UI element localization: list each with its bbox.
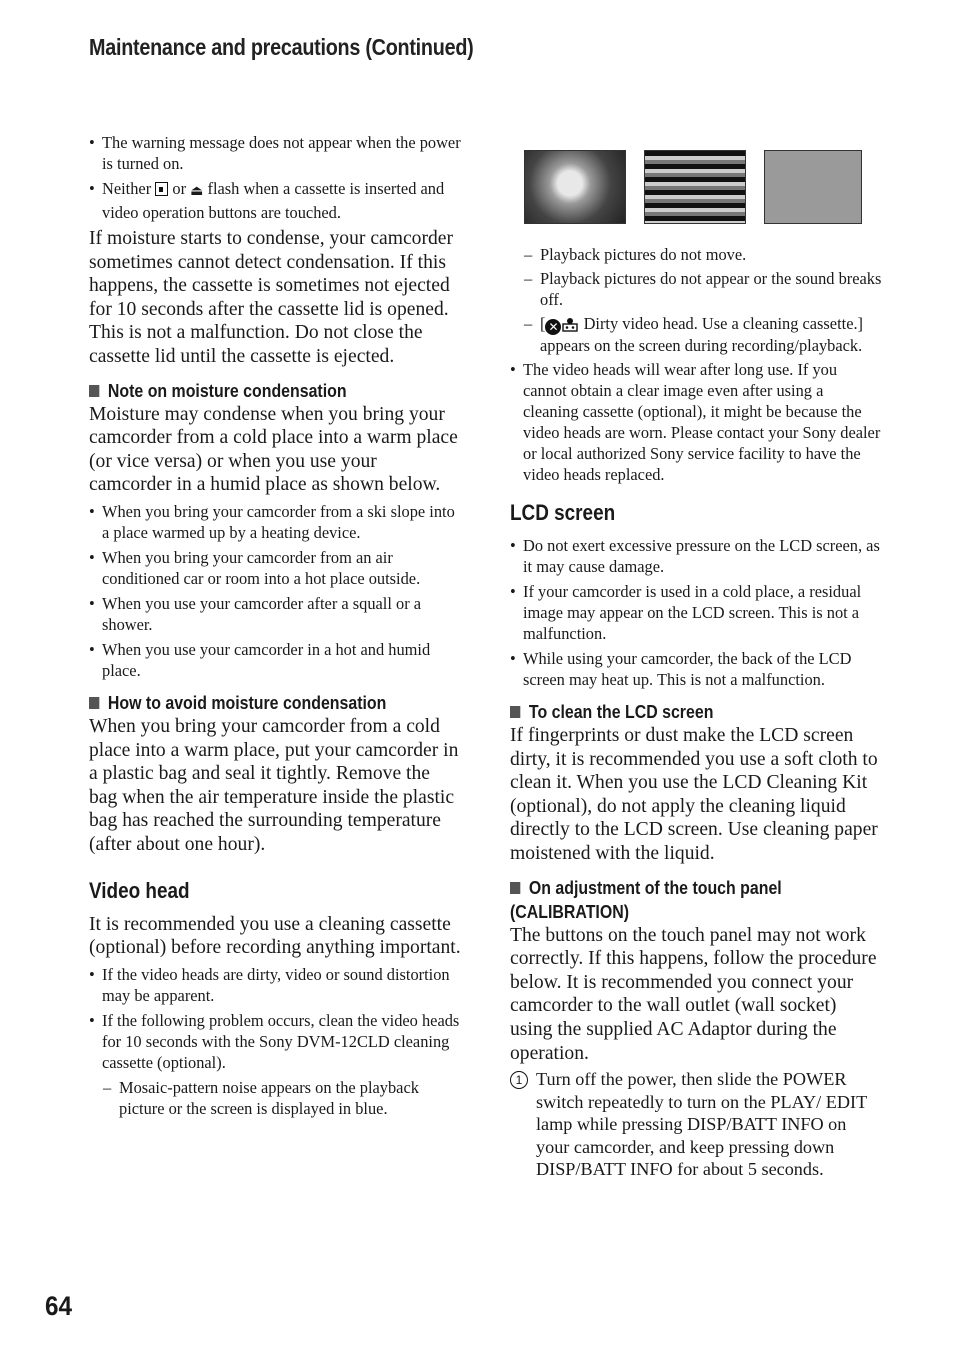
thumbnail-row <box>524 150 882 224</box>
moisture-list <box>89 501 461 681</box>
wear-list <box>510 359 882 485</box>
list-item: • If the following problem occurs, clean the video heads for 10 seconds with the Sony DVM-12CLD cleaning cassette (optional). <box>89 1010 461 1073</box>
step-text: Turn off the power, then slide the POWER switch repeatedly to turn on the PLAY/ EDIT lamp while pressing DISP/BATT INFO on your camcorder, and keep pressing down DISP/BATT INFO for about 5 seconds. <box>536 1069 867 1180</box>
list-item: • While using your camcorder, the back of the LCD screen may heat up. This is not a malfunction. <box>510 648 882 690</box>
square-bullet-icon <box>510 882 520 894</box>
left-column <box>89 132 461 1122</box>
striped-noise-image <box>644 150 746 224</box>
list-item: • The warning message does not appear when the power is turned on. <box>89 132 461 174</box>
page-number: 64 <box>45 1291 73 1321</box>
avoid-paragraph: When you bring your camcorder from a cold place into a warm place, put your camcorder in a plastic bag and seal it tightly. Remove the bag when the air temperature inside the plastic bag has reached the surrounding temperature (after about one hour). <box>89 715 459 855</box>
list-item <box>89 178 461 223</box>
square-bullet-icon <box>510 706 520 718</box>
warning-x-icon: ✕ <box>545 319 561 335</box>
blue-screen-image <box>764 150 862 224</box>
clean-paragraph: If fingerprints or dust make the LCD screen dirty, it is recommended you use a soft cloth to clean it. When you use the LCD Cleaning Kit (optional), do not apply the cleaning liquid directly to the LCD screen. Use cleaning paper moistened with the liquid. <box>510 725 878 864</box>
square-bullet-icon <box>89 385 99 397</box>
list-item-text: Neither <box>102 179 152 198</box>
cassette-warning-icon <box>155 182 168 196</box>
list-item: • If your camcorder is used in a cold place, a residual image may appear on the LCD screen. This is not a malfunction. <box>510 581 882 644</box>
list-item: • When you bring your camcorder from a ski slope into a place warmed up by a heating device. <box>89 501 461 543</box>
list-item: – Playback pictures do not move. <box>510 244 882 265</box>
mosaic-noise-image <box>524 150 626 224</box>
avoid-heading-text: How to avoid moisture condensation <box>107 691 387 713</box>
lcd-list <box>510 535 882 690</box>
eject-icon: ⏏ <box>190 184 204 199</box>
list-item-text: flash when a cassette is inserted and video operation buttons are touched. <box>102 179 445 222</box>
avoid-heading <box>89 691 460 715</box>
clean-heading-text: To clean the LCD screen <box>528 701 714 722</box>
right-column <box>510 150 882 1181</box>
touch-paragraph: The buttons on the touch panel may not work correctly. If this happens, follow the procedure below. It is recommended you connect your camcorder to the wall outlet (wall socket) using the supplied AC Adaptor during the operation. <box>510 924 877 1064</box>
clean-heading <box>510 700 881 724</box>
square-bullet-icon <box>89 697 99 709</box>
video-head-paragraph: It is recommended you use a cleaning cassette (optional) before recording anything important. <box>89 913 461 959</box>
page-header: Maintenance and precautions (Continued) <box>89 34 474 60</box>
warning-list <box>89 132 461 223</box>
list-item-text: [ <box>540 314 546 333</box>
problem-list <box>510 244 882 356</box>
list-item: • When you bring your camcorder from an air conditioned car or room into a hot place outside. <box>89 547 461 589</box>
list-item <box>510 313 882 356</box>
list-item-text: or <box>172 179 187 198</box>
list-item-text: Dirty video head. Use a cleaning cassette.] appears on the screen during recording/playback. <box>540 314 864 355</box>
note-heading-text: Note on moisture condensation <box>107 379 347 401</box>
list-item: • When you use your camcorder in a hot and humid place. <box>89 639 461 681</box>
list-item: • If the video heads are dirty, video or sound distortion may be apparent. <box>89 964 461 1006</box>
touch-heading-line2: (CALIBRATION) <box>510 900 630 922</box>
step-number: 1 <box>510 1071 528 1089</box>
list-item: • When you use your camcorder after a squall or a shower. <box>89 593 461 635</box>
step-item <box>510 1068 882 1181</box>
note-heading <box>89 379 460 403</box>
video-problem-list <box>89 1077 461 1119</box>
touch-heading <box>510 876 881 900</box>
list-item: • The video heads will wear after long use. If you cannot obtain a clear image even after using a cleaning cassette (optional), it might be because the video heads are worn. Please contact your Sony dealer or local authorized Sony service facility to have the video heads replaced. <box>510 359 882 485</box>
video-head-icon <box>561 316 579 332</box>
condense-paragraph: If moisture starts to condense, your camcorder sometimes cannot detect condensation. If this happens, the cassette is sometimes not ejected for 10 seconds after the cassette lid is opened. This is not a malfunction. Do not close the cassette lid until the cassette is ejected. <box>89 228 453 367</box>
video-head-heading: Video head <box>89 877 190 903</box>
lcd-screen-heading: LCD screen <box>510 500 616 525</box>
touch-heading-text: On adjustment of the touch panel <box>528 876 782 898</box>
list-item: – Playback pictures do not appear or the sound breaks off. <box>510 268 882 310</box>
video-head-list <box>89 964 461 1073</box>
list-item: – Mosaic-pattern noise appears on the playback picture or the screen is displayed in blue. <box>89 1077 461 1119</box>
moisture-paragraph: Moisture may condense when you bring your camcorder from a cold place into a warm place (or vice versa) or when you use your camcorder in a humid place as shown below. <box>89 403 458 496</box>
list-item: • Do not exert excessive pressure on the LCD screen, as it may cause damage. <box>510 535 882 577</box>
